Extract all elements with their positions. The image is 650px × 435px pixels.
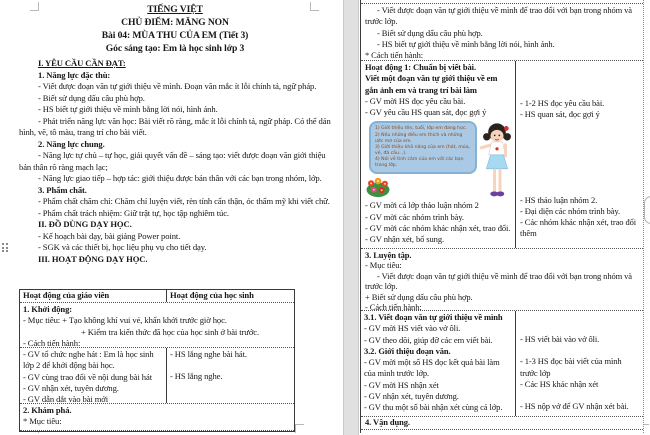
subject-title: TIẾNG VIỆT [147,4,203,15]
gv-line: - GV dẫn dắt vào bài mới [23,394,109,403]
gv-line: - GV mời HS đọc yêu cầu bài. [365,95,466,106]
practice-title: 3. Luyện tập. [365,250,412,260]
paragraph: - Năng lực tự chủ – tự học, giải quyết vấn đề – sáng tạo: viết được đoạn văn giới thiệu bản thân rõ ràng mạch lạc; [19,150,326,172]
lesson-title: Bài 04: MÙA THU CỦA EM (Tiết 3) [101,30,249,41]
paragraph: 2. Năng lực chung. [38,138,105,149]
gv-line: - GV mời các nhóm khác nhận xét, trao đổi. [365,223,511,234]
apply-title: 4. Vận dụng. [365,417,410,427]
activity1-row [361,61,643,249]
gv-line: - GV nhận xét, tuyên dương. [364,391,459,402]
present-title: 3.2. Giới thiệu đoạn văn. [364,345,451,356]
gv-line: - GV theo dõi, giúp đỡ các em viết bài. [364,334,493,345]
warmup-goal2: + Kiểm tra kiến thức đã học của học sinh ở bài trước. [81,326,260,337]
practice-steps: - Cách tiến hành: [365,302,422,311]
warmup-goal: - Mục tiêu: + Tạo không khí vui vẻ, khấn khởi trước giờ học. [23,315,227,326]
paragraph: - Phẩm chất trách nhiệm: Giữ trật tự, học tập nghiêm túc. [38,207,229,218]
hs-line: - Các nhóm khác nhận xét, trao đổi thêm [520,217,637,239]
page-right [359,0,650,435]
write-title: 3.1. Viết đoạn văn tự giới thiệu về mình [364,312,503,322]
goal-line: - Biết sử dụng dấu câu phù hợp. [377,27,483,38]
explore-row [20,404,294,431]
gv-line: - GV nhận xét, bổ sung. [365,234,444,245]
paragraph: - Phẩm chất chăm chỉ: Chăm chỉ luyện viết, rèn tính cẩn thận, óc thẩm mỹ khi viết chữ. [38,196,330,206]
warmup-row [20,303,294,348]
hint-line: 1) Giới thiệu tên, tuổi, lớp em đang học. [375,126,467,132]
practice-row [361,249,643,311]
activities-table-continued [360,0,644,433]
explore-goal: * Mục tiêu: [23,416,62,427]
paragraph: III. HOẠT ĐỘNG DẠY HỌC. [38,253,148,264]
activity1-title: Hoạt động 1: Chuẩn bị viết bài. [365,62,476,72]
hs-line: - HS quan sát, đọc gợi ý [520,109,600,120]
activity1-subtitle: Viết một đoạn văn tự giới thiệu về em gắn ảnh em và trang trí bài làm [365,73,498,95]
drag-handle-icon[interactable] [2,243,10,254]
writing-row [361,311,643,417]
table-header-row [20,290,294,303]
paragraph: - SGK và các thiết bị, học liệu phụ vụ cho tiết dạy. [38,242,207,252]
gv-line: - GV mời một số HS đọc kết quả bài làm của mình trước lớp. [364,357,500,379]
steps-line: * Cách tiến hành: [365,50,424,61]
lesson-header [19,3,331,55]
hint-box [369,121,477,174]
hint-line: 4) Nói về tình cảm của em với các bạn trong lớp. [375,156,464,169]
textbook-illustration [365,119,511,199]
paragraph: - Kế hoạch bài dạy, bài giảng Power point. [38,230,181,241]
spacer [520,62,639,98]
col-header-teacher: Hoạt động của giáo viên [23,290,110,300]
practice-goal-label: - Mục tiêu: [365,260,402,271]
gv-line: - GV cùng trao đổi về nội dung bài hát [23,371,152,382]
student-cell [515,61,643,248]
paragraph: II. ĐỒ DÙNG DẠY HỌC. [38,219,132,229]
spacer [520,312,639,334]
hs-line: - HS lắng nghe bài hát. [170,349,247,359]
creative-subtitle: Góc sáng tạo: Em là học sinh lớp 3 [105,43,245,54]
apply-row [361,417,643,430]
teacher-cell [361,61,515,248]
practice-goal: - Viết được đoạn văn tự giới thiệu về mình để trao đổi với bạn trong nhóm và trước lớp. [365,270,632,292]
hint-line: 2) Nêu những điều em thích và những ước mơ của em. [375,132,463,144]
warmup-title: 1. Khởi động: [23,304,73,314]
gv-line: - GV yêu cầu HS quan sát, đọc gợi ý [365,107,487,118]
hs-line: - Các HS khác nhận xét [520,378,599,389]
hs-line: - HS nộp vở để GV nhận xét bài. [520,401,629,412]
paragraph: - Biết sử dụng dấu câu phù hợp. [38,92,145,103]
flower-bouquet-icon [365,176,391,198]
hs-line: - HS thảo luận nhóm 2. [520,194,598,205]
hs-line: - HS viết bài vào vở ôli. [520,334,600,344]
goal-line: - Viết được đoạn văn tự giới thiệu về mình để trao đổi với bạn trong nhóm và trước lớp. [365,5,632,27]
gv-line: - GV nhận xét, tuyên dương. [23,382,119,393]
student-cell [515,311,643,416]
requirements-section [19,58,331,289]
paragraph: - Viết được đoạn văn tự giới thiệu về mình. Đoạn văn mắc ít lỗi chính tả, ngữ pháp. [38,81,317,91]
activities-table [19,289,295,432]
paragraph: 1. Năng lực đặc thù: [38,69,111,80]
gv-line: - GV thu một số bài nhận xét cùng cả lớp. [364,402,503,413]
paragraph: 3. Phẩm chất. [38,184,87,195]
hs-line: - 1-3 HS đọc bài viết của mình trước lớp [520,356,622,378]
gv-line: - GV mời cả lớp thảo luận nhóm 2 [365,200,479,211]
student-cell [166,348,294,403]
scroll-indicator[interactable] [644,196,650,224]
hs-line: - Đại diện các nhóm trình bày. [520,205,621,216]
girl-illustration-icon [479,121,515,199]
theme-title: CHỦ ĐIỂM: MĂNG NON [121,17,229,28]
gv-line: - GV tổ chức nghe hát : Em là học sinh lớp 2 để khởi động bài học. [23,349,154,371]
goal-line: - HS biết tự giới thiệu về mình bằng lời nói, hình ảnh. [377,38,555,49]
paragraph: - Năng lực giao tiếp – hợp tác: giới thiệu được bản thân với các bạn trong nhóm, lớp. [38,173,322,183]
section-heading: I. YÊU CẦU CẦN ĐẠT: [38,58,126,68]
paragraph: - Phát triển năng lực văn học: Bài viết rõ ràng, mắc ít lỗi chính tả, ngữ pháp. Có thể dán hình, vẽ, tô màu, trang trí cho bài viết. [19,115,331,137]
spacer [520,121,639,195]
hint-line: 3) Giới thiệu khả năng của em (hát, múa, vẽ, đá cầu...). [375,144,470,156]
page-gutter [343,0,359,435]
warmup-steps: - Cách tiến hành: [23,337,81,348]
teacher-cell [20,348,166,403]
warmup-detail-row [20,348,294,404]
hs-line: - HS lắng nghe. [170,371,223,382]
paragraph: - HS biết tự giới thiệu về mình bằng lời nói, hình ảnh. [38,104,218,114]
hs-line: - 1-2 HS đọc yêu cầu bài. [520,98,605,108]
gv-line: - GV mời HS nhận xét [364,379,439,390]
explore-title: 2. Khám phá. [23,405,72,415]
practice-goal2: + Biết sử dụng dấu câu phù hợp. [365,291,473,302]
goal-continued-row [361,3,643,61]
gv-line: - GV mời HS viết vào vở ôli. [364,323,461,334]
col-header-student: Hoạt động của học sinh [166,290,294,302]
gv-line: - GV mời các nhóm trình bày. [365,211,464,222]
teacher-cell [361,311,515,416]
crop-mark [295,424,304,433]
